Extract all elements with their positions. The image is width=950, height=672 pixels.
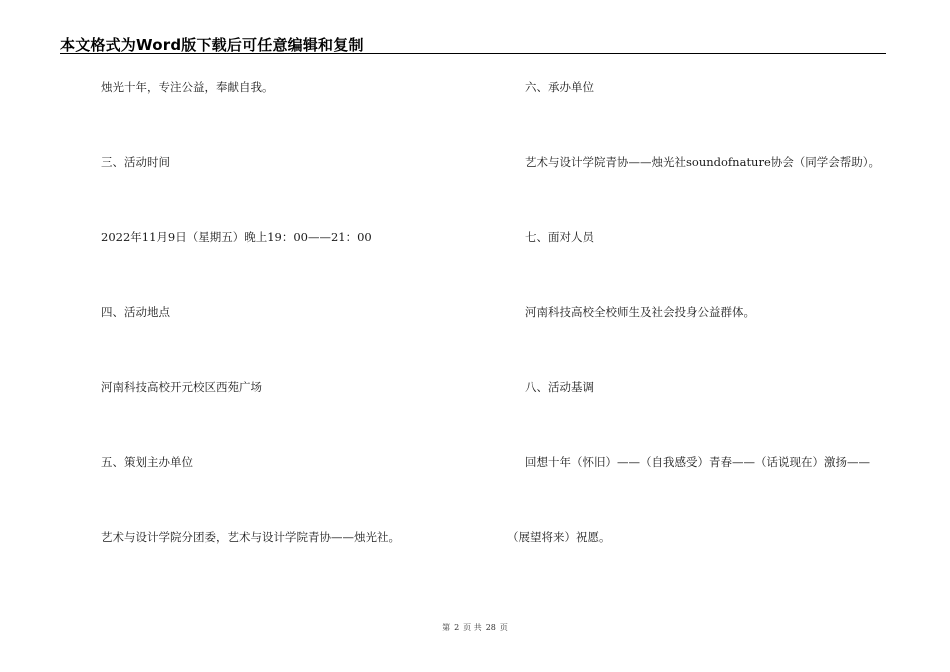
- section-heading-co-organizer: 六、承办单位: [525, 80, 594, 94]
- page-label-middle: 页 共: [463, 623, 482, 632]
- section-heading-activity-time: 三、活动时间: [101, 155, 170, 169]
- page-label-suffix: 页: [499, 623, 508, 632]
- section-heading-organizer: 五、策划主办单位: [101, 455, 193, 469]
- current-page-number: 2: [454, 623, 460, 632]
- paragraph-activity-location: 河南科技高校开元校区西苑广场: [101, 380, 262, 394]
- page-footer: [0, 622, 950, 633]
- section-heading-activity-location: 四、活动地点: [101, 305, 170, 319]
- paragraph-activity-tone-line1: 回想十年（怀旧）——（自我感受）青春——（话说现在）激扬——: [525, 455, 870, 469]
- section-heading-target-audience: 七、面对人员: [525, 230, 594, 244]
- page-title: 本文格式为Word版下载后可任意编辑和复制: [60, 36, 364, 54]
- section-heading-activity-tone: 八、活动基调: [525, 380, 594, 394]
- paragraph-target-audience: 河南科技高校全校师生及社会投身公益群体。: [525, 305, 755, 319]
- paragraph-co-organizer: 艺术与设计学院青协——烛光社soundofnature协会（同学会帮助）。: [525, 155, 881, 169]
- paragraph-activity-tone-line2: （展望将来）祝愿。: [507, 530, 611, 544]
- paragraph-motto: 烛光十年，专注公益，奉献自我。: [101, 80, 274, 94]
- paragraph-organizer: 艺术与设计学院分团委，艺术与设计学院青协——烛光社。: [101, 530, 400, 544]
- total-pages-number: 28: [485, 623, 496, 632]
- header-divider: [60, 53, 886, 54]
- page-label-prefix: 第: [442, 623, 451, 632]
- paragraph-activity-time: 2022年11月9日（星期五）晚上19：00——21：00: [101, 230, 372, 244]
